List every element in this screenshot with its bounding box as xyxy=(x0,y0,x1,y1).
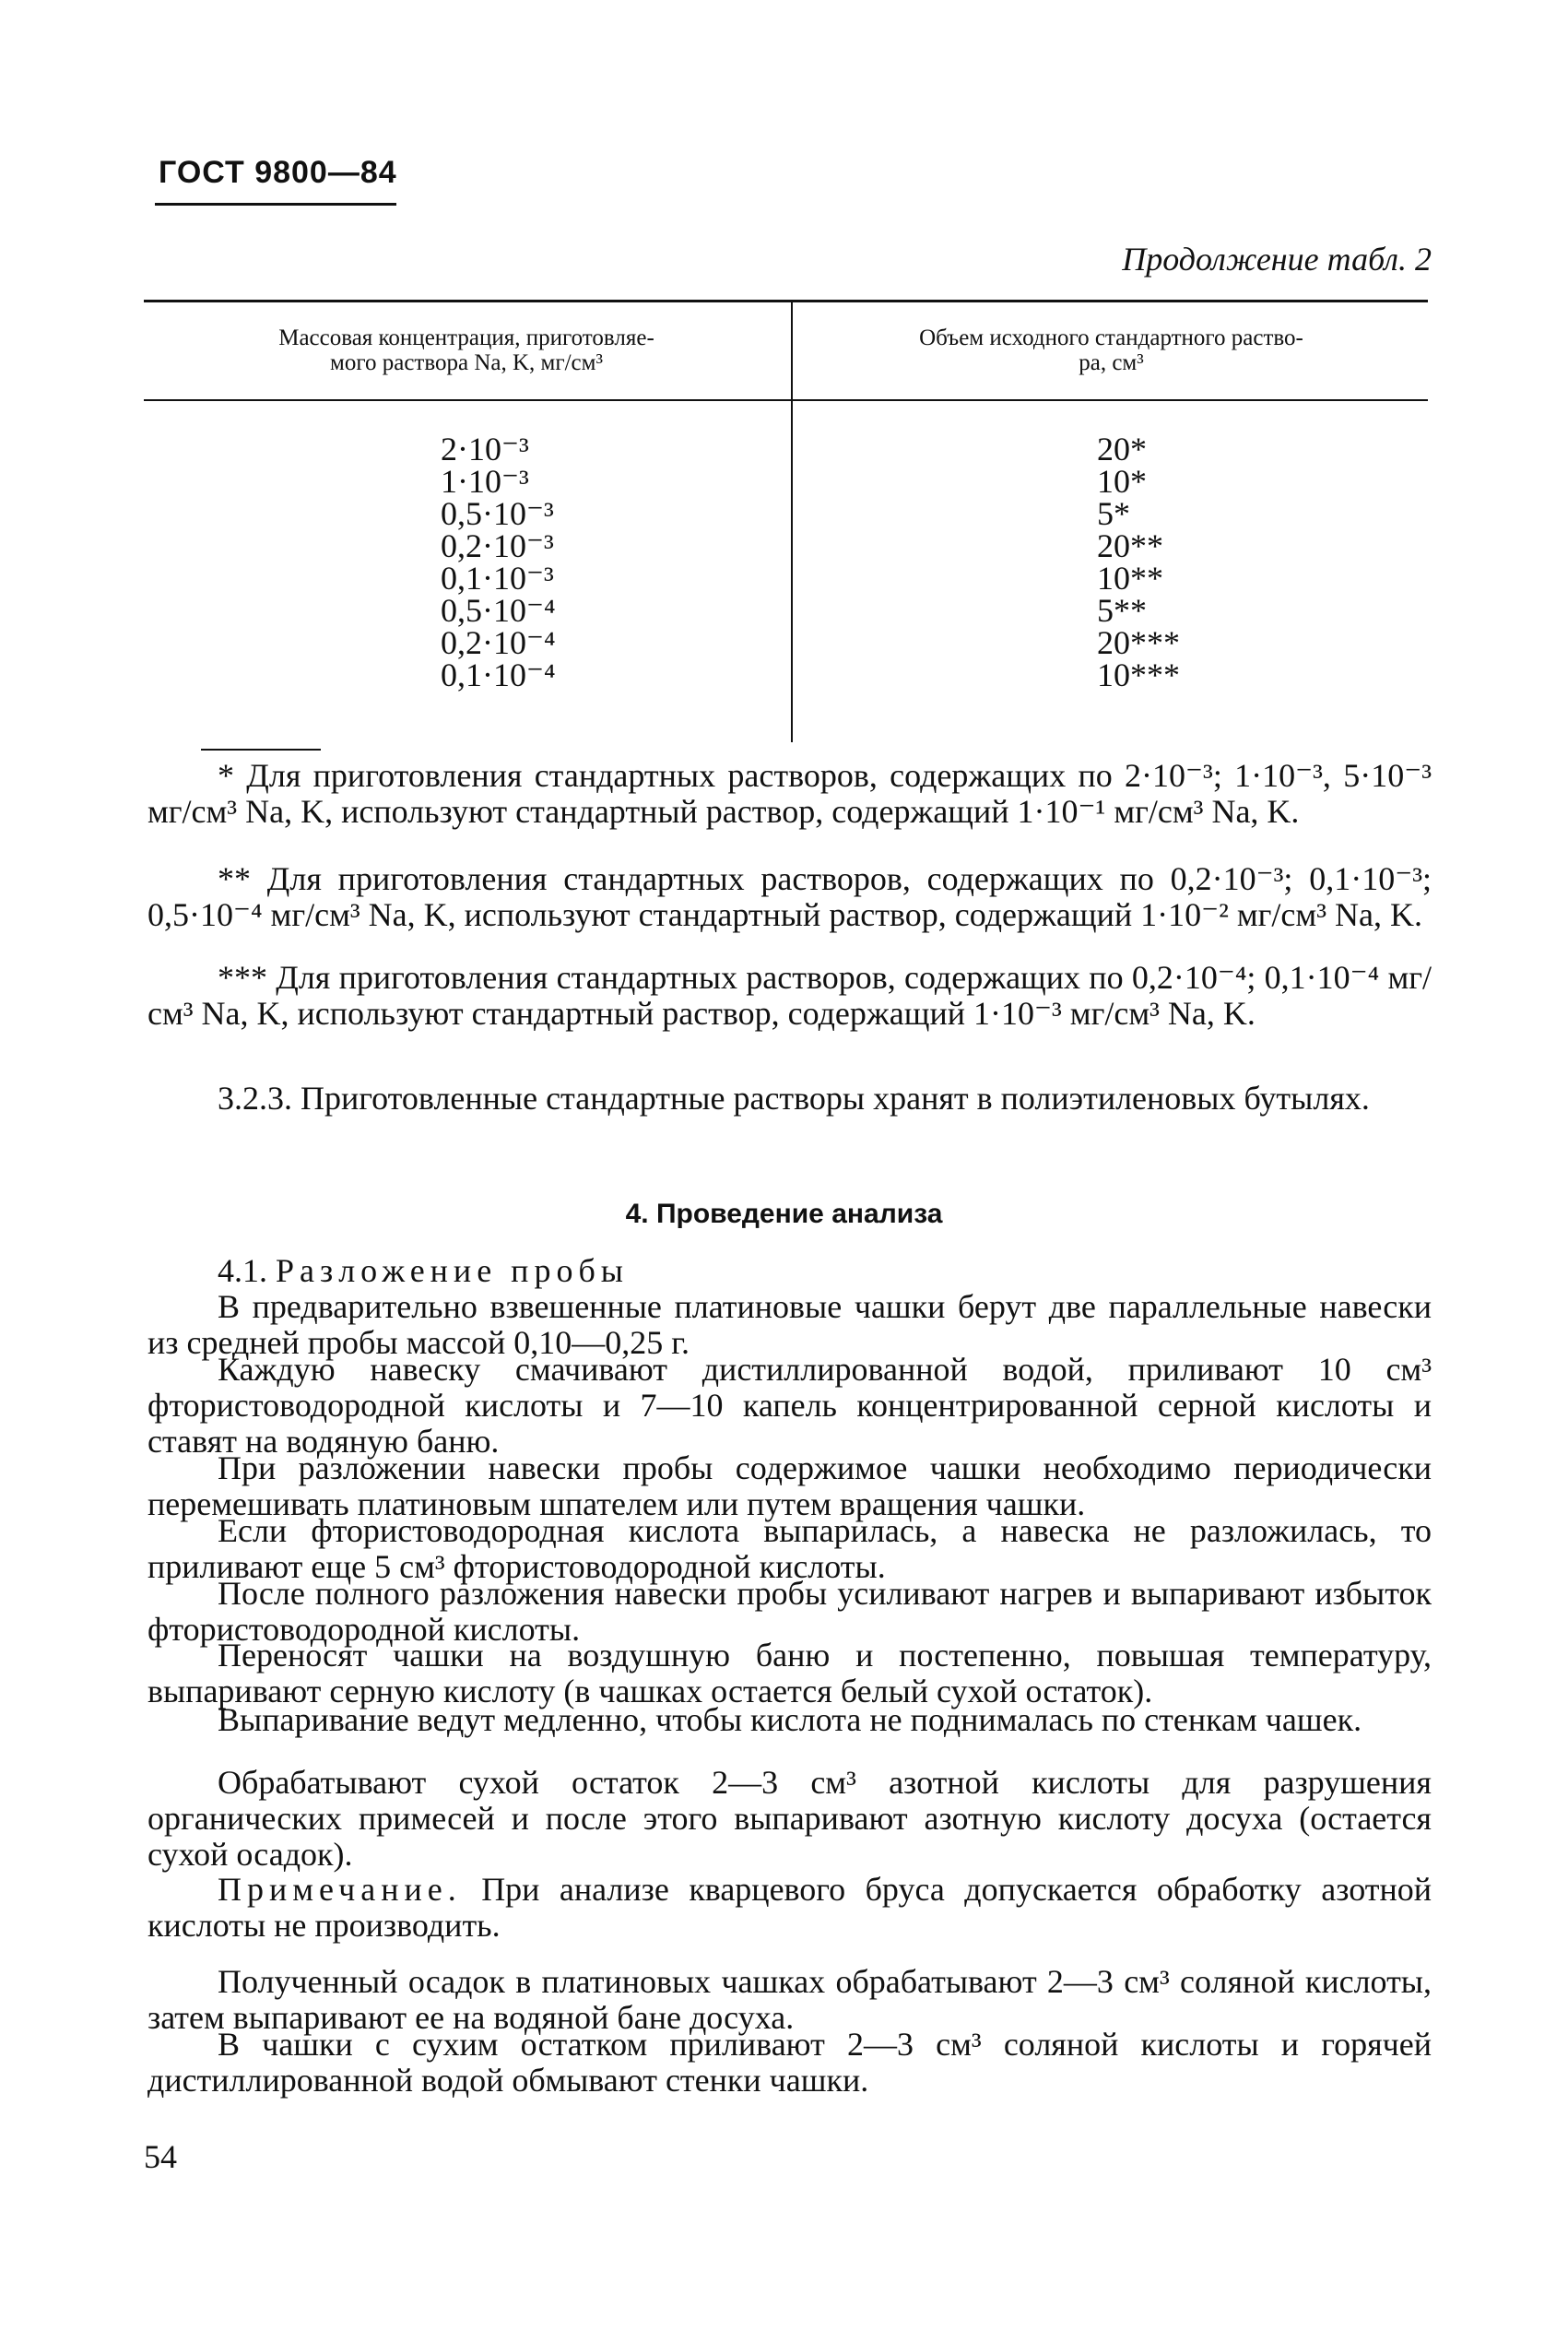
section-heading: 4. Проведение анализа xyxy=(625,1199,943,1229)
table-cell: 10** xyxy=(1097,560,1163,597)
paragraph: Переносят чашки на воздушную баню и постепенно, повышая температуру, выпаривают серную кислоту (в чашках остается белый сухой остаток). xyxy=(147,1637,1432,1709)
paragraph: Выпаривание ведут медленно, чтобы кислота не поднималась по стенкам чашек. xyxy=(218,1701,1362,1738)
subsection-number: 4.1. xyxy=(218,1252,267,1289)
footnote-3: *** Для приготовления стандартных растворов, содержащих по 0,2·10⁻⁴; 0,1·10⁻⁴ мг/см³ Na, K, используют стандартный раствор, содержащий 1·10⁻³ мг/см³ Na, K. xyxy=(147,959,1432,1032)
table-caption: Продолжение табл. 2 xyxy=(1122,241,1432,278)
subsection-title: Разложение пробы xyxy=(276,1252,629,1289)
header-line: ра, см³ xyxy=(1079,350,1144,375)
page-number: 54 xyxy=(144,2138,177,2175)
footnote-rule xyxy=(201,749,321,751)
subsection-heading xyxy=(147,1253,1432,1289)
paragraph: В предварительно взвешенные платиновые чашки берут две параллельные навески из средней пробы массой 0,10—0,25 г. xyxy=(147,1288,1432,1361)
paragraph: Каждую навеску смачивают дистиллированной водой, приливают 10 см³ фтористоводородной кислоты и 7—10 капель концентрированной серной кислоты и ставят на водяную баню. xyxy=(147,1351,1432,1460)
paragraph: Если фтористоводородная кислота выпарилась, а навеска не разложилась, то приливают еще 5 см³ фтористоводородной кислоты. xyxy=(147,1512,1432,1585)
table-cell: 20*** xyxy=(1097,624,1180,661)
table-header-rule xyxy=(144,399,1428,401)
note xyxy=(147,1872,1432,1944)
table-column-volume xyxy=(1097,433,1180,692)
table-cell: 2·10⁻³ xyxy=(441,431,529,467)
note-label: Примечание. xyxy=(218,1871,462,1908)
table-cell: 20* xyxy=(1097,431,1147,467)
table-cell: 20** xyxy=(1097,527,1163,564)
table-cell: 0,2·10⁻³ xyxy=(441,527,554,564)
table-cell: 0,2·10⁻⁴ xyxy=(441,624,556,661)
table-cell: 1·10⁻³ xyxy=(441,463,529,500)
table-top-rule xyxy=(144,300,1428,302)
table-cell: 0,5·10⁻³ xyxy=(441,495,554,532)
clause-3-2-3: 3.2.3. Приготовленные стандартные растворы хранят в полиэтиленовых бутылях. xyxy=(218,1080,1370,1117)
header-line: мого раствора Na, K, мг/см³ xyxy=(330,350,603,375)
footnote-1: * Для приготовления стандартных растворов, содержащих по 2·10⁻³; 1·10⁻³, 5·10⁻³ мг/см³ Na, K, используют стандартный раствор, содержащий 1·10⁻¹ мг/см³ Na, K. xyxy=(147,757,1432,830)
paragraph: После полного разложения навески пробы усиливают нагрев и выпаривают избыток фтористоводородной кислоты. xyxy=(147,1575,1432,1648)
paragraph: Обрабатывают сухой остаток 2—3 см³ азотной кислоты для разрушения органических примесей и после этого выпаривают азотную кислоту досуха (остается сухой осадок). xyxy=(147,1764,1432,1873)
header-underline xyxy=(155,203,396,206)
table-cell: 0,5·10⁻⁴ xyxy=(441,592,556,629)
table-cell: 5** xyxy=(1097,592,1147,629)
table-header-concentration xyxy=(144,325,789,375)
table-cell: 0,1·10⁻³ xyxy=(441,560,554,597)
note-text: При анализе кварцевого бруса допускается обработку азотной кислоты не производить. xyxy=(147,1871,1432,1944)
paragraph: В чашки с сухим остатком приливают 2—3 см³ соляной кислоты и горячей дистиллированной водой обмывают стенки чашки. xyxy=(147,2026,1432,2099)
table-header-volume xyxy=(795,325,1428,375)
table-cell: 0,1·10⁻⁴ xyxy=(441,656,556,693)
footnote-2: ** Для приготовления стандартных растворов, содержащих по 0,2·10⁻³; 0,1·10⁻³; 0,5·10⁻⁴ мг/см³ Na, K, используют стандартный раствор, содержащий 1·10⁻² мг/см³ Na, K. xyxy=(147,860,1432,933)
paragraph: Полученный осадок в платиновых чашках обрабатывают 2—3 см³ соляной кислоты, затем выпаривают ее на водяной бане досуха. xyxy=(147,1963,1432,2036)
document-code: ГОСТ 9800—84 xyxy=(159,155,397,190)
header-line: Массовая концентрация, приготовляе- xyxy=(278,325,654,350)
paragraph: При разложении навески пробы содержимое чашки необходимо периодически перемешивать платиновым шпателем или путем вращения чашки. xyxy=(147,1449,1432,1522)
table-column-divider xyxy=(791,302,793,742)
table-column-concentration xyxy=(441,433,556,692)
table-cell: 10*** xyxy=(1097,656,1180,693)
table-cell: 5* xyxy=(1097,495,1130,532)
table-cell: 10* xyxy=(1097,463,1147,500)
header-line: Объем исходного стандартного раство- xyxy=(919,325,1303,350)
